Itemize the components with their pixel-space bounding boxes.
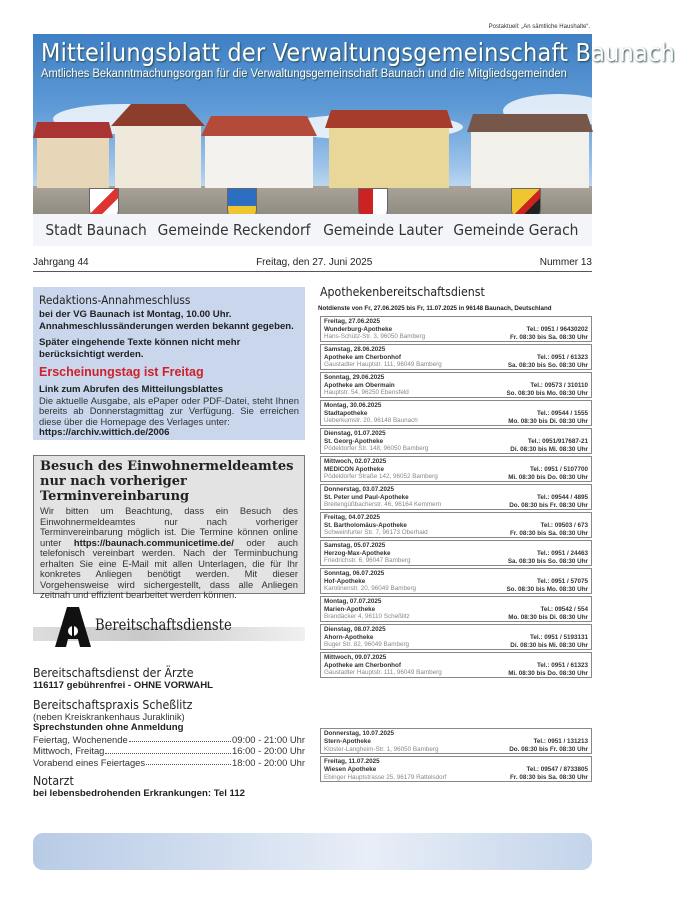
entry-time: So. 08:30 bis Mo. 08:30 Uhr — [506, 585, 588, 593]
entry-name: Apotheke am Obermain — [324, 381, 395, 389]
entry-time: Sa. 08:30 bis So. 08:30 Uhr — [507, 557, 588, 565]
entry-phone: Tel.: 09544 / 4895 — [537, 493, 588, 501]
entry-name: Stadtapotheke — [324, 409, 368, 417]
entry-time: Sa. 08:30 bis So. 08:30 Uhr — [507, 361, 588, 369]
entry-phone: Tel.: 09573 / 310110 — [530, 381, 588, 389]
footer-bar — [33, 833, 592, 870]
entry-name: St. Bartholomäus-Apotheke — [324, 521, 407, 529]
entry-phone: Tel.: 09547 / 8733805 — [526, 766, 588, 773]
services-banner — [33, 605, 305, 651]
doctors-number: 116117 gebührenfrei - OHNE VORWAHL — [33, 680, 214, 691]
practice-title: Bereitschaftspraxis Scheßlitz — [33, 697, 193, 712]
entry-phone: Tel.: 0951 / 24463 — [537, 549, 588, 557]
entry-time: Fr. 08:30 bis Sa. 08:30 Uhr — [509, 773, 588, 781]
entry-day: Samstag, 05.07.2025 — [324, 541, 386, 549]
entry-time: Mi. 08:30 bis Do. 08:30 Uhr — [508, 473, 588, 481]
entry-time: Mo. 08:30 bis Di. 08:30 Uhr — [508, 613, 588, 621]
town-name: Gemeinde Reckendorf — [158, 221, 311, 239]
entry-name: Stern-Apotheke — [324, 737, 371, 745]
entry-time: So. 08:30 bis Mo. 08:30 Uhr — [506, 389, 588, 397]
pharmacy-entry — [320, 728, 592, 754]
emergency-text: bei lebensbedrohenden Erkrankungen: Tel 112 — [33, 788, 246, 799]
entry-phone: Tel.: 0951 / 96430202 — [526, 325, 588, 333]
entry-address: Friedrichstr. 6, 96047 Bamberg — [324, 557, 411, 565]
entry-name: St. Georg-Apotheke — [324, 437, 384, 445]
entry-name: Wiesen Apotheke — [324, 765, 377, 773]
postal-note: Postaktuell: „An sämtliche Haushalte“. — [488, 24, 590, 30]
entry-day: Donnerstag, 10.07.2025 — [324, 730, 395, 737]
pharmacy-entry — [320, 512, 592, 538]
entry-day: Mittwoch, 09.07.2025 — [324, 653, 387, 661]
issue-number: Nummer 13 — [539, 257, 592, 268]
emergency-title: Notarzt — [33, 774, 74, 788]
pharmacy-entry — [320, 372, 592, 398]
entry-name: MEDICON Apotheke — [324, 465, 384, 473]
entry-address: Hauptstr. 54, 96250 Ebensfeld — [324, 389, 409, 397]
hours-row: Mittwoch, Freitag 16:00 - 20:00 Uhr — [33, 745, 305, 756]
entry-name: Herzog-Max-Apotheke — [324, 549, 391, 557]
pharmacy-entry — [320, 568, 592, 594]
pharmacy-entry — [320, 596, 592, 622]
deadline-text: bei der VG Baunach ist Montag, 10.00 Uhr. Annahmeschlussänderungen werden bekannt gegeben. — [39, 309, 294, 332]
entry-name: Marien-Apotheke — [324, 605, 376, 613]
issue-info — [33, 257, 592, 272]
entry-phone: Tel.: 0951/917687-21 — [527, 437, 588, 445]
entry-phone: Tel.: 0951 / 61323 — [537, 661, 588, 669]
town-name: Gemeinde Gerach — [453, 221, 579, 239]
pharmacy-list-2 — [318, 728, 592, 784]
entry-day: Dienstag, 01.07.2025 — [324, 429, 386, 437]
entry-name: Apotheke am Cherbonhof — [324, 353, 401, 361]
office-text-2: oder auch telefonisch vereinbart werden. Nach der Terminbuchung erhalten Sie eine E-Mail mit allen Unterlagen, die für Ihr konkretes Anliegen benötigt werden. Mit dieser Vorgehensweise wird sichergestellt, dass alle Anliegen zeitnah und effizient bearbeitet werden können. — [40, 536, 298, 600]
pharmacy-caption: Notdienste von Fr, 27.06.2025 bis Fr, 11.07.2025 in 96148 Baunach, Deutschland — [318, 305, 552, 312]
entry-day: Donnerstag, 03.07.2025 — [324, 485, 395, 493]
office-title: Besuch des Einwohnermeldeamtes nur nach vorheriger Terminvereinbarung — [40, 459, 294, 504]
entry-phone: Tel.: 0951 / 61323 — [537, 353, 588, 361]
hours-row: Feiertag, Wochenende 09:00 - 21:00 Uhr — [33, 733, 305, 745]
entry-time: Mi. 08:30 bis Do. 08:30 Uhr — [508, 669, 588, 677]
pharmacy-entry — [320, 540, 592, 566]
pharmacy-entry — [320, 428, 592, 454]
link-title: Link zum Abrufen des Mitteilungsblattes — [39, 384, 224, 395]
entry-address: Buger Str. 82, 96049 Bamberg — [324, 641, 410, 649]
entry-phone: Tel.: 09503 / 673 — [540, 521, 588, 529]
entry-name: Wunderburg-Apotheke — [324, 325, 393, 333]
entry-day: Sonntag, 06.07.2025 — [324, 569, 385, 577]
hours-row: Vorabend eines Feiertages 18:00 - 20:00 Uhr — [33, 756, 305, 768]
pharmacy-entry — [320, 652, 592, 678]
town-name: Gemeinde Lauter — [322, 221, 443, 239]
issue-date: Freitag, den 27. Juni 2025 — [256, 257, 373, 268]
entry-address: Ebinger Hauptstrasse 25, 96179 Rattelsdorf — [324, 773, 447, 781]
town-name: Stadt Baunach — [45, 221, 147, 239]
link-text: Die aktuelle Ausgabe, als ePaper oder PDF-Datei, steht Ihnen bereits ab Donnerstagmittag zur Verfügung. Sie erreichen diese über die Homepage des Verlages unter: — [39, 394, 299, 427]
entry-day: Samstag, 28.06.2025 — [324, 345, 386, 353]
entry-day: Montag, 07.07.2025 — [324, 597, 382, 605]
entry-phone: Tel.: 0951 / 57075 — [537, 577, 588, 585]
office-text: Wir bitten um Beachtung, dass ein Besuch des Einwohnermeldeamtes nur nach vorheriger Terminvereinbarung möglich ist. Die Termine können online unter — [40, 505, 298, 548]
entry-address: Kloster-Langheim-Str. 1, 96050 Bamberg — [324, 745, 439, 753]
entry-time: Do. 08:30 bis Fr. 08:30 Uhr — [509, 745, 588, 753]
entry-address: Ueberkumstr. 20, 96148 Baunach — [324, 417, 418, 425]
pharmacy-entry — [320, 400, 592, 426]
masthead-title: Mitteilungsblatt der Verwaltungsgemeinschaft Baunach — [41, 38, 675, 67]
entry-address: Schweinfurter Str. 7, 96173 Oberhaid — [324, 529, 428, 537]
entry-address: Brandäcker 4, 96110 Scheßlitz — [324, 613, 410, 621]
entry-day: Mittwoch, 02.07.2025 — [324, 457, 387, 465]
pharmacy-list — [318, 305, 592, 680]
pharmacy-title: Apothekenbereitschaftsdienst — [320, 285, 485, 299]
entry-time: Do. 08:30 bis Fr. 08:30 Uhr — [509, 501, 588, 509]
entry-name: St. Peter und Paul-Apotheke — [324, 493, 409, 501]
release-day: Erscheinungstag ist Freitag — [39, 365, 204, 379]
pharmacy-entry — [320, 344, 592, 370]
registry-office-box — [33, 455, 305, 600]
entry-time: Fr. 08:30 bis Sa. 08:30 Uhr — [509, 529, 588, 537]
hours-title: Sprechstunden ohne Anmeldung — [33, 722, 184, 733]
entry-phone: Tel.: 0951 / 5107700 — [530, 465, 588, 473]
entry-day: Freitag, 27.06.2025 — [324, 317, 381, 325]
masthead-subtitle: Amtliches Bekanntmachungsorgan für die Verwaltungsgemeinschaft Baunach und die Mitgliedsgemeinden — [41, 68, 567, 80]
entry-time: Fr. 08:30 bis Sa. 08:30 Uhr — [509, 333, 588, 341]
entry-day: Freitag, 04.07.2025 — [324, 513, 381, 521]
deadline-box — [33, 287, 305, 440]
pharmacy-entry — [320, 756, 592, 782]
entry-address: Gaustadter Hauptstr. 111, 96049 Bamberg — [324, 361, 442, 369]
entry-time: Di. 08:30 bis Mi. 08:30 Uhr — [510, 641, 588, 649]
pharmacy-entry — [320, 456, 592, 482]
pharmacy-entry — [320, 624, 592, 650]
booking-link[interactable]: https://baunach.communicetime.de/ — [73, 536, 234, 548]
entry-address: Pödeldorfer Straße 142, 96052 Bamberg — [324, 473, 438, 481]
entry-time: Mo. 08:30 bis Di. 08:30 Uhr — [508, 417, 588, 425]
masthead-banner — [33, 34, 675, 246]
entry-phone: Tel.: 0951 / 5193131 — [530, 633, 588, 641]
services-section — [33, 662, 305, 800]
archive-link[interactable]: https://archiv.wittich.de/2006 — [39, 427, 170, 438]
entry-day: Sonntag, 29.06.2025 — [324, 373, 385, 381]
doctors-title: Bereitschaftsdienst der Ärzte — [33, 666, 194, 680]
entry-address: Karolinenstr. 20, 96049 Bamberg — [324, 585, 417, 593]
entry-phone: Tel.: 09544 / 1555 — [537, 409, 588, 417]
deadline-title: Redaktions-Annahmeschluss — [39, 293, 191, 307]
entry-address: Pödeldorfer Str. 148, 96050 Bamberg — [324, 445, 429, 453]
pharmacy-entry — [320, 316, 592, 342]
entry-phone: Tel.: 09542 / 554 — [540, 605, 588, 613]
pharmacy-entry — [320, 484, 592, 510]
entry-day: Dienstag, 08.07.2025 — [324, 625, 386, 633]
entry-day: Freitag, 11.07.2025 — [324, 758, 380, 765]
entry-day: Montag, 30.06.2025 — [324, 401, 382, 409]
entry-name: Hof-Apotheke — [324, 577, 366, 585]
entry-address: Gaustadter Hauptstr. 111, 96049 Bamberg — [324, 669, 442, 677]
pharmacy-a-logo-icon — [53, 605, 93, 649]
practice-note: (neben Kreiskrankenhaus Juraklinik) — [33, 710, 185, 722]
entry-address: Hans-Schütz-Str. 3, 96050 Bamberg — [324, 333, 426, 341]
services-heading: Bereitschaftsdienste — [95, 615, 232, 634]
volume: Jahrgang 44 — [33, 257, 89, 268]
entry-address: Breitengüßbacherstr. 46, 96164 Kemmern — [324, 501, 442, 509]
entry-time: Di. 08:30 bis Mi. 08:30 Uhr — [510, 445, 588, 453]
entry-name: Apotheke am Cherbonhof — [324, 661, 401, 669]
late-texts-note: Später eingehende Texte können nicht mehr berücksichtigt werden. — [39, 337, 241, 360]
entry-phone: Tel.: 0951 / 131213 — [533, 738, 588, 745]
entry-name: Ahorn-Apotheke — [324, 633, 374, 641]
